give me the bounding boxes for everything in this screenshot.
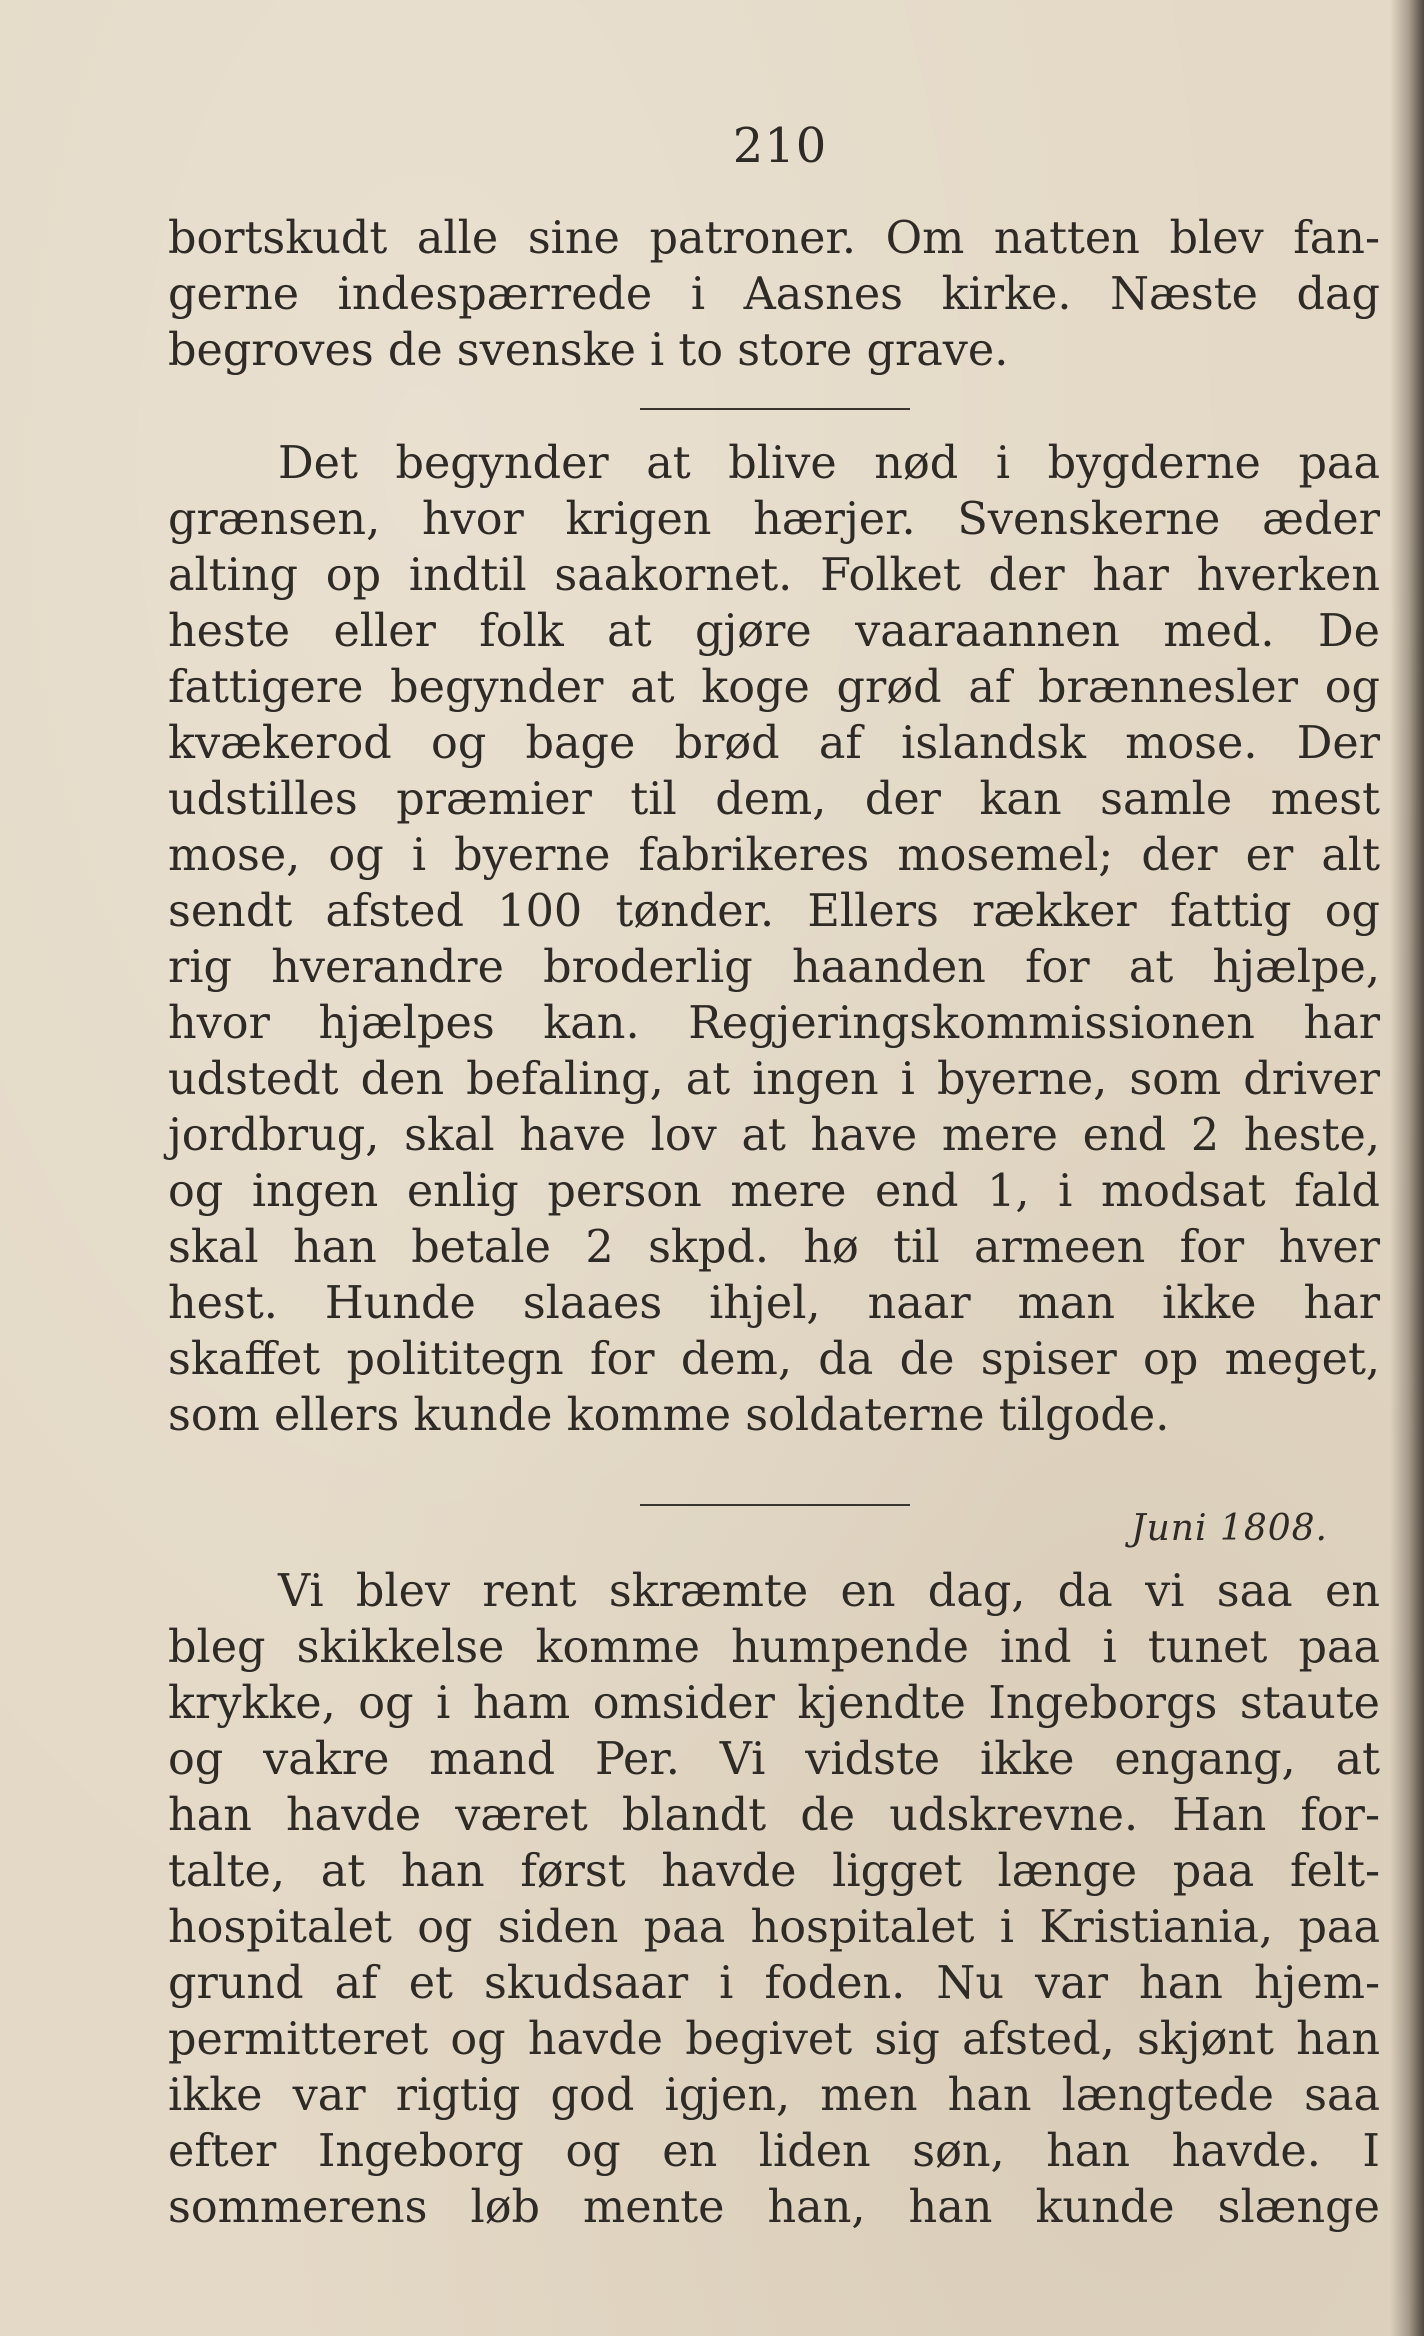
text-line: grænsen, hvor krigen hærjer. Svenskerne æder: [168, 494, 1380, 545]
text-line: jordbrug, skal have lov at have mere end 2 heste,: [168, 1110, 1380, 1161]
text-line: krykke, og i ham omsider kjendte Ingeborgs staute: [168, 1678, 1380, 1729]
text-line: udstedt den befaling, at ingen i byerne, som driver: [168, 1054, 1380, 1105]
paragraph-famine: [168, 436, 1380, 1444]
text-line: udstilles præmier til dem, der kan samle mest: [168, 774, 1380, 825]
section-divider: [640, 408, 910, 410]
text-line: begroves de svenske i to store grave.: [168, 325, 1009, 376]
text-line: fattigere begynder at koge grød af brænnesler og: [168, 662, 1380, 713]
text-line: ikke var rigtig god igjen, men han længtede saa: [168, 2070, 1380, 2121]
page-edge-shadow: [1390, 0, 1424, 2336]
paragraph-per-returns: [168, 1564, 1380, 2236]
text-line: grund af et skudsaar i foden. Nu var han hjem-: [168, 1958, 1380, 2009]
text-line: bleg skikkelse komme humpende ind i tunet paa: [168, 1622, 1380, 1673]
text-line: bortskudt alle sine patroner. Om natten blev fan-: [168, 213, 1380, 264]
text-line: Vi blev rent skræmte en dag, da vi saa en: [278, 1566, 1380, 1617]
text-line: hospitalet og siden paa hospitalet i Kristiania, paa: [168, 1902, 1380, 1953]
text-line: hest. Hunde slaaes ihjel, naar man ikke har: [168, 1278, 1380, 1329]
text-line: alting op indtil saakornet. Folket der har hverken: [168, 550, 1380, 601]
page-number: 210: [732, 118, 828, 174]
text-line: sendt afsted 100 tønder. Ellers rækker fattig og: [168, 886, 1380, 937]
text-line: og vakre mand Per. Vi vidste ikke engang, at: [168, 1734, 1380, 1785]
section-divider: [640, 1504, 910, 1506]
text-line: kvækerod og bage brød af islandsk mose. Der: [168, 718, 1380, 769]
text-line: han havde været blandt de udskrevne. Han for-: [168, 1790, 1380, 1841]
text-line: og ingen enlig person mere end 1, i modsat fald: [168, 1166, 1380, 1217]
text-line: hvor hjælpes kan. Regjeringskommissionen har: [168, 998, 1380, 1049]
text-line: sommerens løb mente han, han kunde slænge: [168, 2182, 1380, 2233]
text-line: skal han betale 2 skpd. hø til armeen for hver: [168, 1222, 1380, 1273]
text-line: Det begynder at blive nød i bygderne paa: [278, 438, 1380, 489]
text-line: rig hverandre broderlig haanden for at hjælpe,: [168, 942, 1380, 993]
text-line: som ellers kunde komme soldaterne tilgode.: [168, 1390, 1170, 1441]
text-line: gerne indespærrede i Aasnes kirke. Næste dag: [168, 269, 1380, 320]
text-line: heste eller folk at gjøre vaaraannen med. De: [168, 606, 1380, 657]
text-line: skaffet polititegn for dem, da de spiser op meget,: [168, 1334, 1380, 1385]
text-line: efter Ingeborg og en liden søn, han havde. I: [168, 2126, 1380, 2177]
date-heading: Juni 1808.: [1131, 1508, 1328, 1549]
text-line: talte, at han først havde ligget længe paa felt-: [168, 1846, 1380, 1897]
text-line: mose, og i byerne fabrikeres mosemel; der er alt: [168, 830, 1380, 881]
paragraph-battle-aftermath: [168, 211, 1380, 379]
text-line: permitteret og havde begivet sig afsted, skjønt han: [168, 2014, 1380, 2065]
